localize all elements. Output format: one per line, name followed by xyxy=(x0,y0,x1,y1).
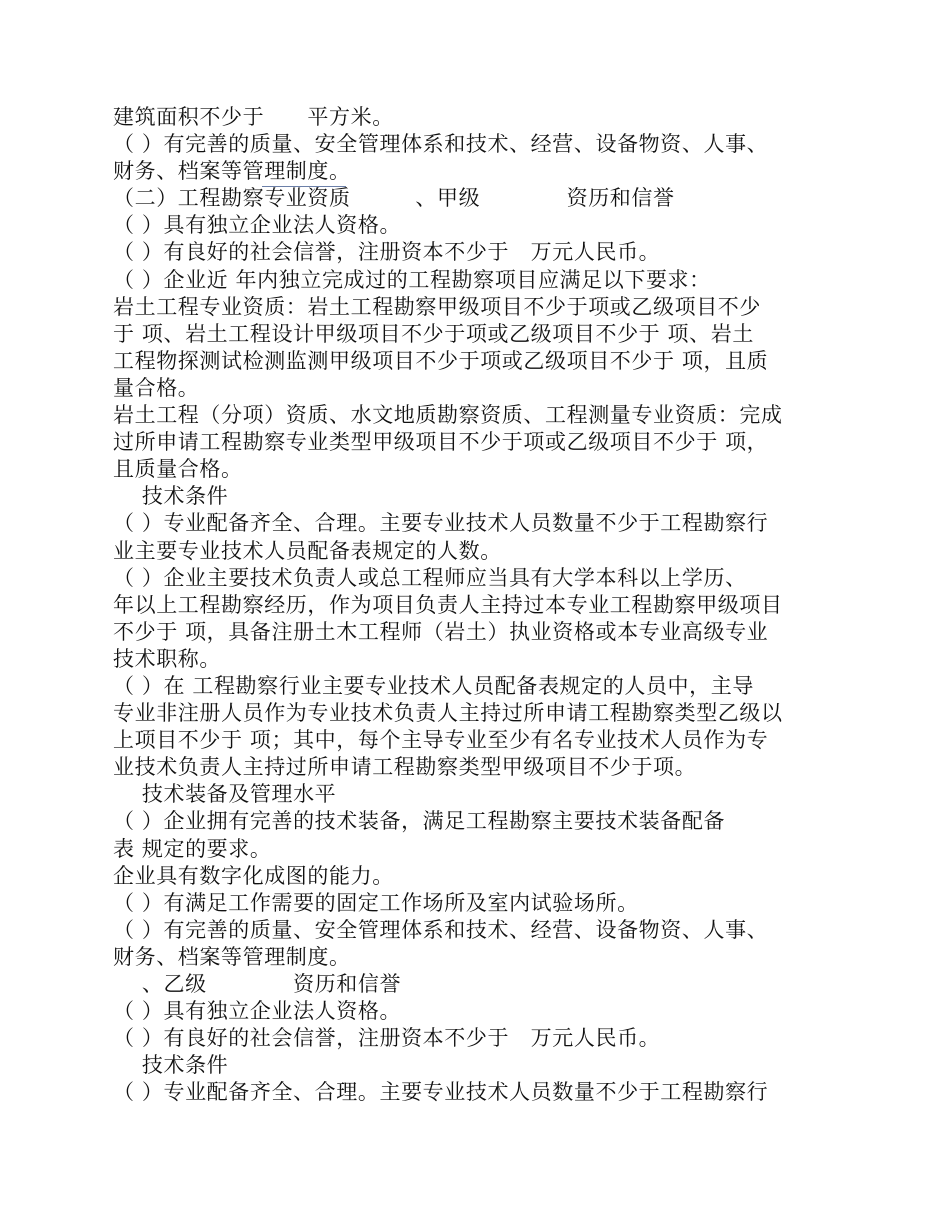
document-body xyxy=(113,104,903,1106)
text-line: （ ）在 工程勘察行业主要专业技术人员配备表规定的人员中，主导 xyxy=(113,673,754,698)
text-line: 工程物探测试检测监测甲级项目不少于项或乙级项目不少于 项，且质 xyxy=(113,348,769,373)
text-line: 年以上工程勘察经历，作为项目负责人主持过本专业工程勘察甲级项目 xyxy=(113,592,783,617)
section-heading: （二）工程勘察专业资质 、甲级 资历和信誉 xyxy=(113,186,675,211)
text-line: 建筑面积不少于 平方米。 xyxy=(113,105,394,129)
text-line: 财务、档案等管理制度。 xyxy=(113,944,351,969)
text-line: 岩土工程（分项）资质、水文地质勘察资质、工程测量专业资质：完成 xyxy=(113,403,783,428)
text-line: （ ）企业主要技术负责人或总工程师应当具有大学本科以上学历、 xyxy=(113,565,747,590)
text-line: 过所申请工程勘察专业类型甲级项目不少于项或乙级项目不少于 项， xyxy=(113,430,769,455)
subsection-heading: 技术条件 xyxy=(113,1053,229,1078)
text-line: （ ）有完善的质量、安全管理体系和技术、经营、设备物资、人事、 xyxy=(113,917,769,942)
section-heading: 、乙级 资历和信誉 xyxy=(113,972,402,996)
text-line: 上项目不少于 项；其中，每个主导专业至少有名专业技术人员作为专 xyxy=(113,728,769,753)
text-line: 业主要专业技术人员配备表规定的人数。 xyxy=(113,538,502,563)
text-line: （ ）有良好的社会信誉，注册资本不少于 万元人民币。 xyxy=(113,240,661,265)
text-line: 专业非注册人员作为专业技术负责人主持过所申请工程勘察类型乙级以 xyxy=(113,701,783,726)
text-line: （ ）企业拥有完善的技术装备，满足工程勘察主要技术装备配备 xyxy=(113,809,726,834)
text-line: 岩土工程专业资质：岩土工程勘察甲级项目不少于项或乙级项目不少 xyxy=(113,294,761,319)
text-line: 且质量合格。 xyxy=(113,457,243,482)
text-line: （ ）专业配备齐全、合理。主要专业技术人员数量不少于工程勘察行 xyxy=(113,511,769,536)
text-line: 技术职称。 xyxy=(113,646,221,671)
text-line: （ ）具有独立企业法人资格。 xyxy=(113,213,402,238)
text-line: 于 项、岩土工程设计甲级项目不少于项或乙级项目不少于 项、岩土 xyxy=(113,321,754,346)
text-line: （ ）有完善的质量、安全管理体系和技术、经营、设备物资、人事、 xyxy=(113,132,769,157)
text-line: 财务、档案等管理制度。 xyxy=(113,159,351,184)
text-line: 业技术负责人主持过所申请工程勘察类型甲级项目不少于项。 xyxy=(113,755,697,780)
text-line: （ ）有满足工作需要的固定工作场所及室内试验场所。 xyxy=(113,890,639,915)
subsection-heading: 技术条件 xyxy=(113,484,229,509)
subsection-heading: 技术装备及管理水平 xyxy=(113,782,337,807)
text-line: 表 规定的要求。 xyxy=(113,836,272,861)
text-line: （ ）企业近 年内独立完成过的工程勘察项目应满足以下要求： xyxy=(113,267,711,292)
text-line: 企业具有数字化成图的能力。 xyxy=(113,863,394,888)
text-line: 量合格。 xyxy=(113,375,200,400)
text-line: （ ）有良好的社会信誉，注册资本不少于 万元人民币。 xyxy=(113,1026,661,1051)
text-line: （ ）具有独立企业法人资格。 xyxy=(113,999,402,1024)
text-line: （ ）专业配备齐全、合理。主要专业技术人员数量不少于工程勘察行 xyxy=(113,1080,769,1105)
text-line: 不少于 项，具备注册土木工程师（岩土）执业资格或本专业高级专业 xyxy=(113,619,769,644)
